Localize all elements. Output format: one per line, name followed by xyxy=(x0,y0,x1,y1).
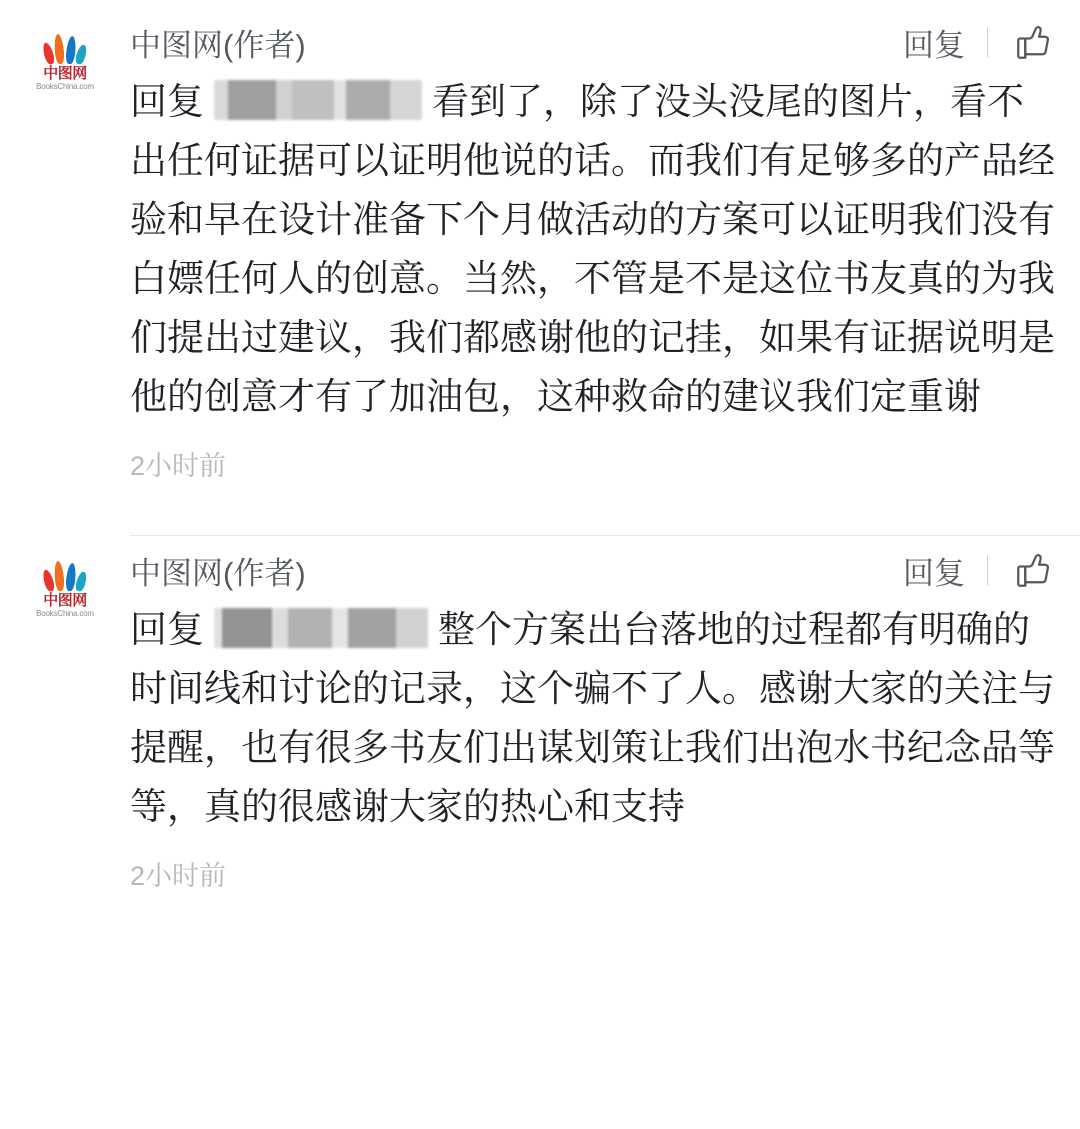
avatar-brand-cn: 中图网 xyxy=(43,65,87,82)
comment-item xyxy=(0,513,1080,897)
avatar-brand-en: BooksChina.com xyxy=(36,82,94,91)
masked-username xyxy=(214,608,428,648)
comment-header xyxy=(130,548,1056,592)
comment-text xyxy=(130,72,1056,426)
comment-item xyxy=(0,0,1080,487)
comment-author-tag: (作者) xyxy=(223,555,306,591)
avatar[interactable] xyxy=(28,553,102,627)
comment-actions xyxy=(903,548,1056,593)
comment-author[interactable]: 中图网 xyxy=(130,27,223,63)
comment-author[interactable]: 中图网 xyxy=(130,555,223,591)
flame-logo-icon xyxy=(45,557,85,591)
reply-button[interactable]: 回复 xyxy=(903,555,965,591)
comment-text-content: 看到了，除了没头没尾的图片，看不出任何证据可以证明他说的话。而我们有足够多的产品经验和早在设计准备下个月做活动的方案可以证明我们没有白嫖任何人的创意。当然，不管是不是这位书友真的为我们提出过建议，我们都感谢他的记挂，如果有证据说明是他的创意才有了加油包，这种救命的建议我们定重谢 xyxy=(130,81,1055,417)
comment-header xyxy=(130,20,1056,64)
reply-prefix-label: 回复 xyxy=(130,81,204,122)
avatar-column xyxy=(0,8,130,487)
comment-timestamp: 2小时前 xyxy=(130,451,227,481)
comment-spacer xyxy=(0,487,1080,513)
avatar-column xyxy=(0,535,130,897)
comment-body xyxy=(130,535,1080,897)
avatar-brand-en: BooksChina.com xyxy=(36,609,94,618)
comment-actions xyxy=(903,20,1056,65)
masked-username xyxy=(214,80,422,120)
comment-body xyxy=(130,8,1080,487)
comment-timestamp: 2小时前 xyxy=(130,861,227,891)
comment-text-content: 整个方案出台落地的过程都有明确的时间线和讨论的记录，这个骗不了人。感谢大家的关注与提醒，也有很多书友们出谋划策让我们出泡水书纪念品等等，真的很感谢大家的热心和支持 xyxy=(130,609,1055,827)
avatar-brand-cn: 中图网 xyxy=(43,592,87,609)
thumbs-up-icon[interactable] xyxy=(988,549,1056,591)
comment-author-tag: (作者) xyxy=(223,27,306,63)
avatar[interactable] xyxy=(28,26,102,100)
comment-text xyxy=(130,600,1056,836)
reply-prefix-label: 回复 xyxy=(130,609,204,650)
thumbs-up-icon[interactable] xyxy=(988,21,1056,63)
flame-logo-icon xyxy=(45,30,85,64)
reply-button[interactable]: 回复 xyxy=(903,27,965,63)
